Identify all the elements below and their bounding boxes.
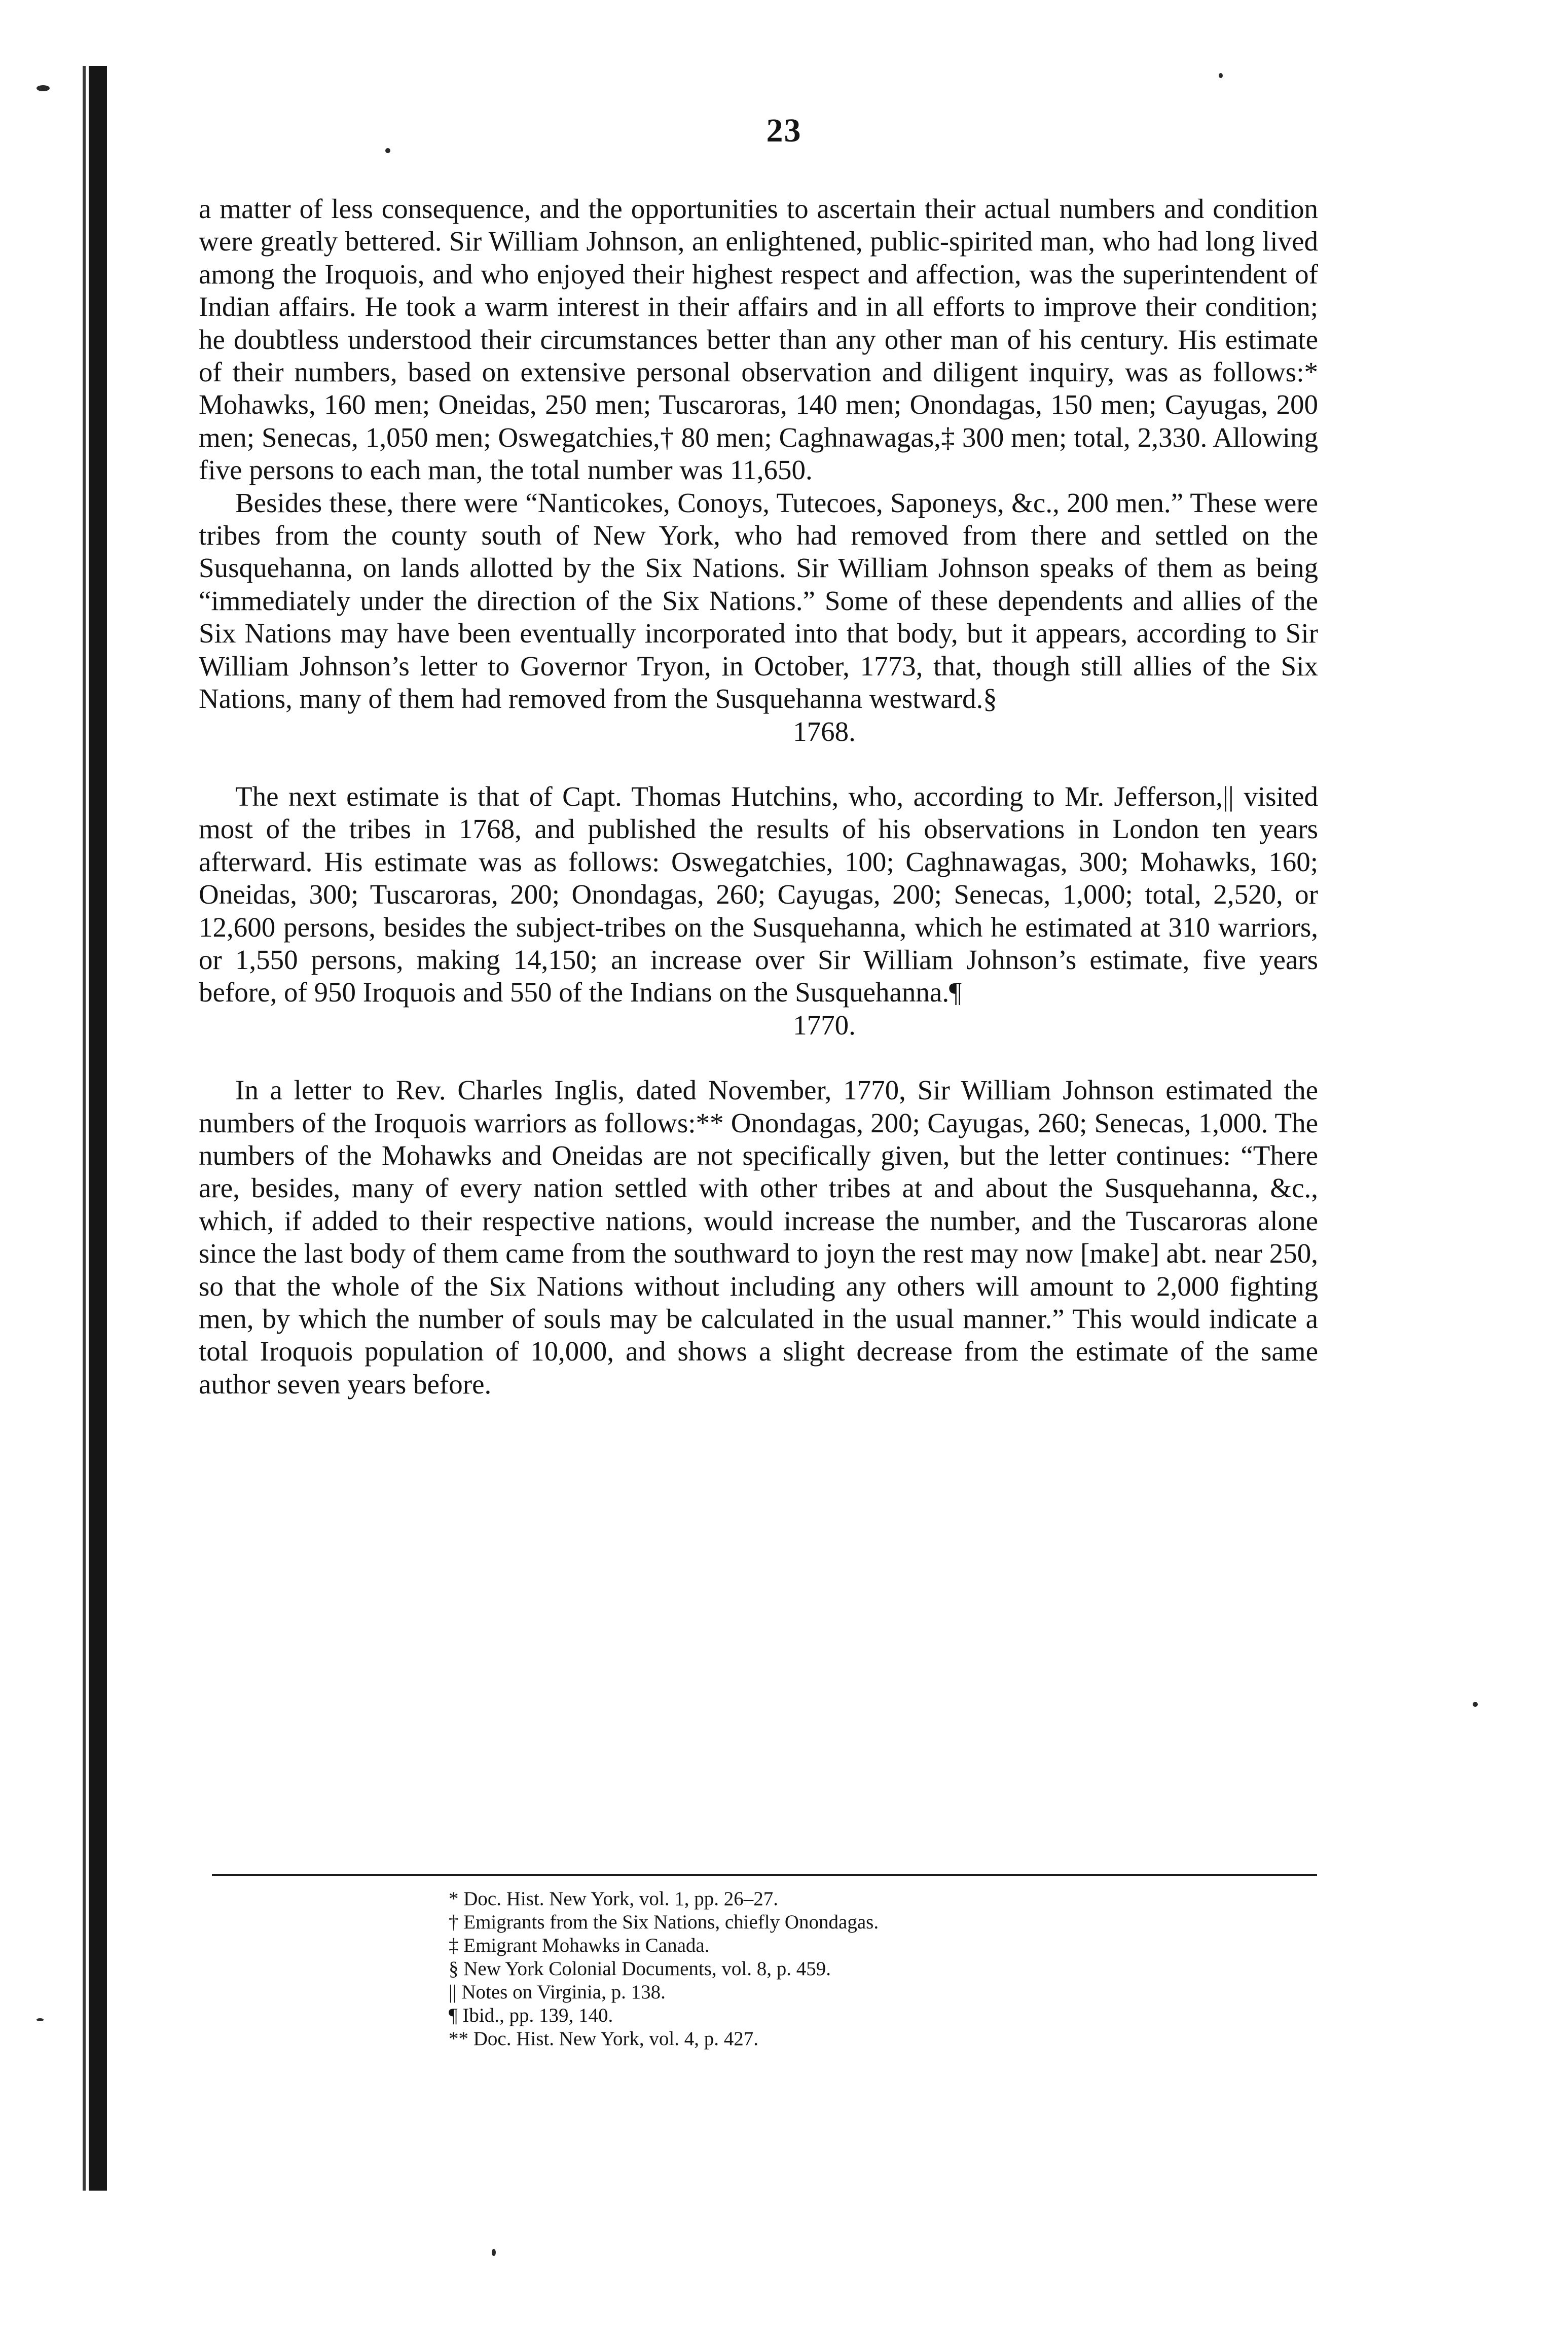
section-heading-1770: 1770. <box>793 1009 856 1041</box>
paragraph-johnson-estimate: a matter of less consequence, and the opportunities to ascertain their actual numbers and condition were greatly bettered. Sir William Johnson, an enlightened, public-spirited man, who had long lived among the Iroquois, and who enjoyed their highest respect and affection, was the superintendent of Indian affairs. He took a warm interest in their affairs and in all efforts to improve their condition; he doubtless understood their circumstances better than any other man of his century. His estimate of their numbers, based on extensive personal observation and diligent inquiry, was as follows:* Mohawks, 160 men; Oneidas, 250 men; Tuscaroras, 140 men; Onondagas, 150 men; Cayugas, 200 men; Senecas, 1,050 men; Oswegatchies,† 80 men; Caghnawagas,‡ 300 men; total, 2,330. Allowing five persons to each man, the total number was 11,650. <box>199 193 1318 486</box>
scan-speck <box>492 2249 496 2256</box>
footnote: † Emigrants from the Six Nations, chiefly Onondagas. <box>449 1911 879 1933</box>
paragraph-dependent-tribes: Besides these, there were “Nanticokes, Conoys, Tutecoes, Saponeys, &c., 200 men.” These were tribes from the county south of New York, who had removed from there and settled on the Susquehanna, on lands allotted by the Six Nations. Sir William Johnson speaks of them as being “immediately under the direction of the Six Nations.” Some of these dependents and allies of the Six Nations may have been eventually incorporated into that body, but it appears, according to Sir William Johnson’s letter to Governor Tryon, in October, 1773, that, though still allies of the Six Nations, many of them had removed from the Susquehanna westward.§ <box>199 487 1318 714</box>
scan-speck <box>37 85 50 91</box>
section-heading-1768: 1768. <box>793 715 856 747</box>
footnote-rule <box>212 1874 1317 1876</box>
scan-speck <box>1219 73 1223 78</box>
binding-shadow <box>83 66 86 2191</box>
footnote: ¶ Ibid., pp. 139, 140. <box>449 2005 613 2026</box>
footnote: ‡ Emigrant Mohawks in Canada. <box>449 1935 710 1956</box>
scan-speck <box>385 148 390 153</box>
footnote: § New York Colonial Documents, vol. 8, p. 459. <box>449 1958 831 1980</box>
paragraph-inglis-letter: In a letter to Rev. Charles Inglis, dated November, 1770, Sir William Johnson estimated the numbers of the Iroquois warriors as follows:** Onondagas, 200; Cayugas, 260; Senecas, 1,000. The numbers of the Mohawks and Oneidas are not specifically given, but the letter continues: “There are, besides, many of every nation settled with other tribes at and about the Susquehanna, &c., which, if added to their respective nations, would increase the number, and the Tuscaroras alone since the last body of them came from the southward to joyn the rest may now [make] abt. near 250, so that the whole of the Six Nations without including any others will amount to 2,000 fighting men, by which the number of souls may be calculated in the usual manner.” This would indicate a total Iroquois population of 10,000, and shows a slight decrease from the estimate of the same author seven years before. <box>199 1075 1318 1400</box>
paragraph-hutchins-estimate: The next estimate is that of Capt. Thomas Hutchins, who, according to Mr. Jefferson,|| visited most of the tribes in 1768, and published the results of his observations in London ten years afterward. His estimate was as follows: Oswegatchies, 100; Caghnawagas, 300; Mohawks, 160; Oneidas, 300; Tuscaroras, 200; Onondagas, 260; Cayugas, 200; Senecas, 1,000; total, 2,520, or 12,600 persons, besides the subject-tribes on the Susquehanna, which he estimated at 310 warriors, or 1,550 persons, making 14,150; an increase over Sir William Johnson’s estimate, five years before, of 950 Iroquois and 550 of the Indians on the Susquehanna.¶ <box>199 780 1318 1008</box>
body-text <box>199 193 1318 1401</box>
scan-speck <box>1473 1702 1478 1707</box>
scan-speck <box>37 2018 44 2021</box>
page-number: 23 <box>766 112 802 149</box>
footnotes <box>449 1887 1310 2051</box>
footnote: * Doc. Hist. New York, vol. 1, pp. 26–27. <box>449 1888 779 1910</box>
footnote: || Notes on Virginia, p. 138. <box>449 1981 666 2003</box>
footnote: ** Doc. Hist. New York, vol. 4, p. 427. <box>449 2028 759 2050</box>
binding-edge <box>89 66 107 2191</box>
